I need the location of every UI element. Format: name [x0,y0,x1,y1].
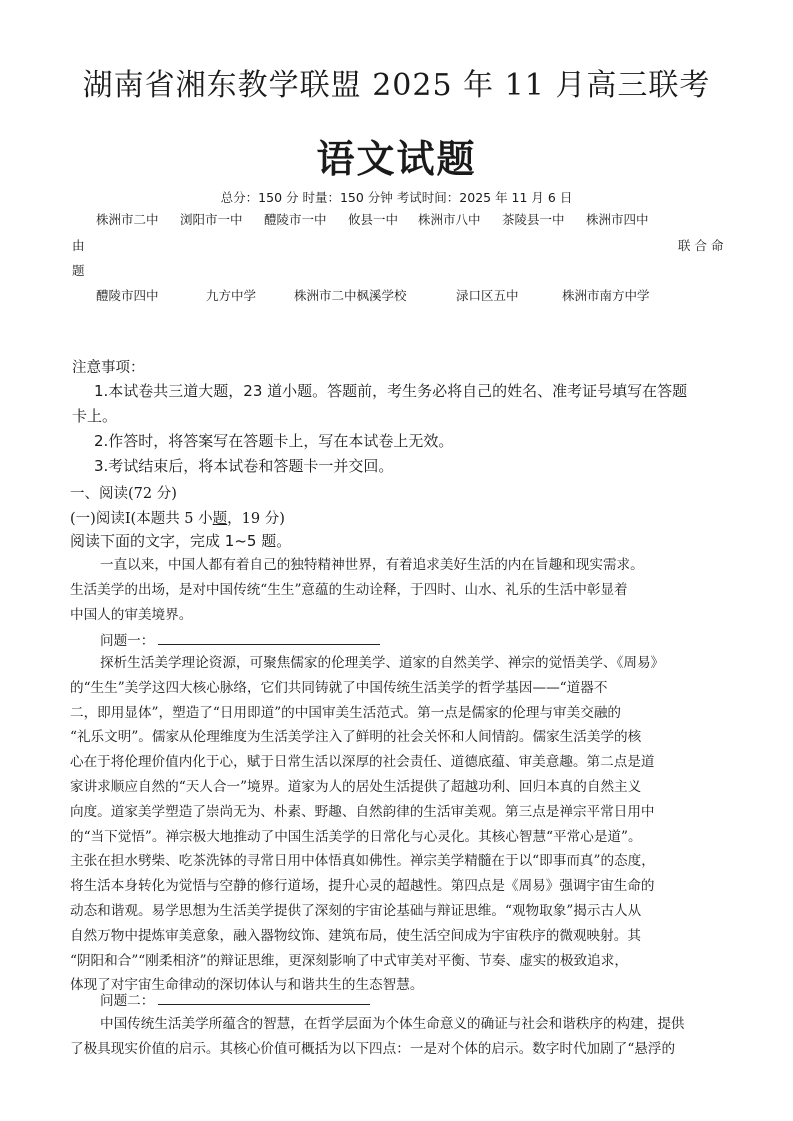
passage-body-1: 探析生活美学理论资源，可聚焦儒家的伦理美学、道家的自然美学、禅宗的觉悟美学、《周易》 的“生生”美学这四大核心脉络，它们共同铸就了中国传统生活美学的哲学基因——“道器不 二，即用显体”，塑造了“日用即道”的中国审美生活范式。第一点是儒家的伦理与审美交融的 “礼乐文明”。儒家从伦理维度为生活美学注入了鲜明的社会关怀和人间情韵。儒家生活美学的核 心在于将伦理价值内化于心，赋于日常生活以深厚的社会责任、道德底蕴、审美意趣。第二点是道 家讲求顺应自然的“天人合一”境界。道家为人的居处生活提供了超越功利、回归本真的自然主义 向度。道家美学塑造了崇尚无为、朴素、野趣、自然韵律的生活审美观。第三点是禅宗平常日用中 的“当下觉悟”。禅宗极大地推动了中国生活美学的日常化与心灵化。其核心智慧“平常心是道”。 主张在担水劈柴、吃茶洗钵的寻常日用中体悟真如佛性。禅宗美学精髓在于以“即事而真”的态度， 将生活本身转化为觉悟与空静的修行道场，提升心灵的超越性。第四点是《周易》强调宇宙生命的 动态和谐观。易学思想为生活美学提供了深刻的宇宙论基础与辩证思维。“观物取象”揭示古人从 自然万物中提炼审美意象，融入器物纹饰、建筑布局，使生活空间成为宇宙秩序的微观映射。其 “阴阳和合”“刚柔相济”的辩证思维，更深刻影响了中式审美对平衡、节奏、虚实的极致追求， 体现了对宇宙生命律动的深切体认与和谐共生的生态智慧。 [70,655,665,994]
exam-info: 总分：150 分 时量：150 分钟 考试时间：2025 年 11 月 6 日 [220,190,573,205]
school-name: 渌口区五中 [456,288,519,303]
school-name: 攸县一中 [348,212,399,227]
school-name: 醴陵市四中 [96,288,159,303]
school-name: 株洲市二中枫溪学校 [294,288,407,303]
school-name: 株洲市四中 [586,212,649,227]
sub-heading: (一)阅读Ⅰ(本题共 5 小题，19 分) [70,511,285,527]
school-name: 醴陵市一中 [264,212,327,227]
question-one: 问题一： [100,629,380,649]
instruction: 阅读下面的文字，完成 1~5 题。 [70,532,292,550]
notice-item-1: 1.本试卷共三道大题，23 道小题。答题前，考生务必将自己的姓名、准考证号填写在答题 [94,382,688,400]
passage-body-2: 中国传统生活美学所蕴含的智慧，在哲学层面为个体生命意义的确证与社会和谐秩序的构建，提供 了极具现实价值的启示。其核心价值可概括为以下四点：一是对个体的启示。数字时代加剧了“悬浮的 [70,1016,685,1057]
school-name: 株洲市二中 [96,212,159,227]
exam-title: 湖南省湘东教学联盟 2025 年 11 月高三联考 [82,68,711,103]
school-name: 浏阳市一中 [180,212,243,227]
label-ti: 题 [72,263,85,278]
answer-blank [158,992,370,1005]
school-name: 九方中学 [206,288,257,303]
label-joint: 联合命 [678,238,728,253]
part-heading: 一、阅读(72 分) [70,486,177,502]
school-name: 株洲市八中 [418,212,481,227]
notice-item-3: 3.考试结束后，将本试卷和答题卡一并交回。 [94,457,394,475]
passage-intro: 一直以来，中国人都有着自己的独特精神世界，有着追求美好生活的内在旨趣和现实需求。 生活美学的出场，是对中国传统“生生”意蕴的生动诠释，于四时、山水、礼乐的生活中彰显着 中国人的审美境界。 [70,557,644,623]
label-you: 由 [72,238,85,253]
answer-blank [158,632,380,645]
notice-item-1-cont: 卡上。 [72,407,118,425]
school-name: 茶陵县一中 [502,212,565,227]
subject-title: 语文试题 [316,136,477,181]
notice-item-2: 2.作答时，将答案写在答题卡上，写在本试卷上无效。 [94,432,454,450]
question-two: 问题二： [100,989,370,1009]
school-name: 株洲市南方中学 [562,288,650,303]
notice-heading: 注意事项： [72,360,145,376]
